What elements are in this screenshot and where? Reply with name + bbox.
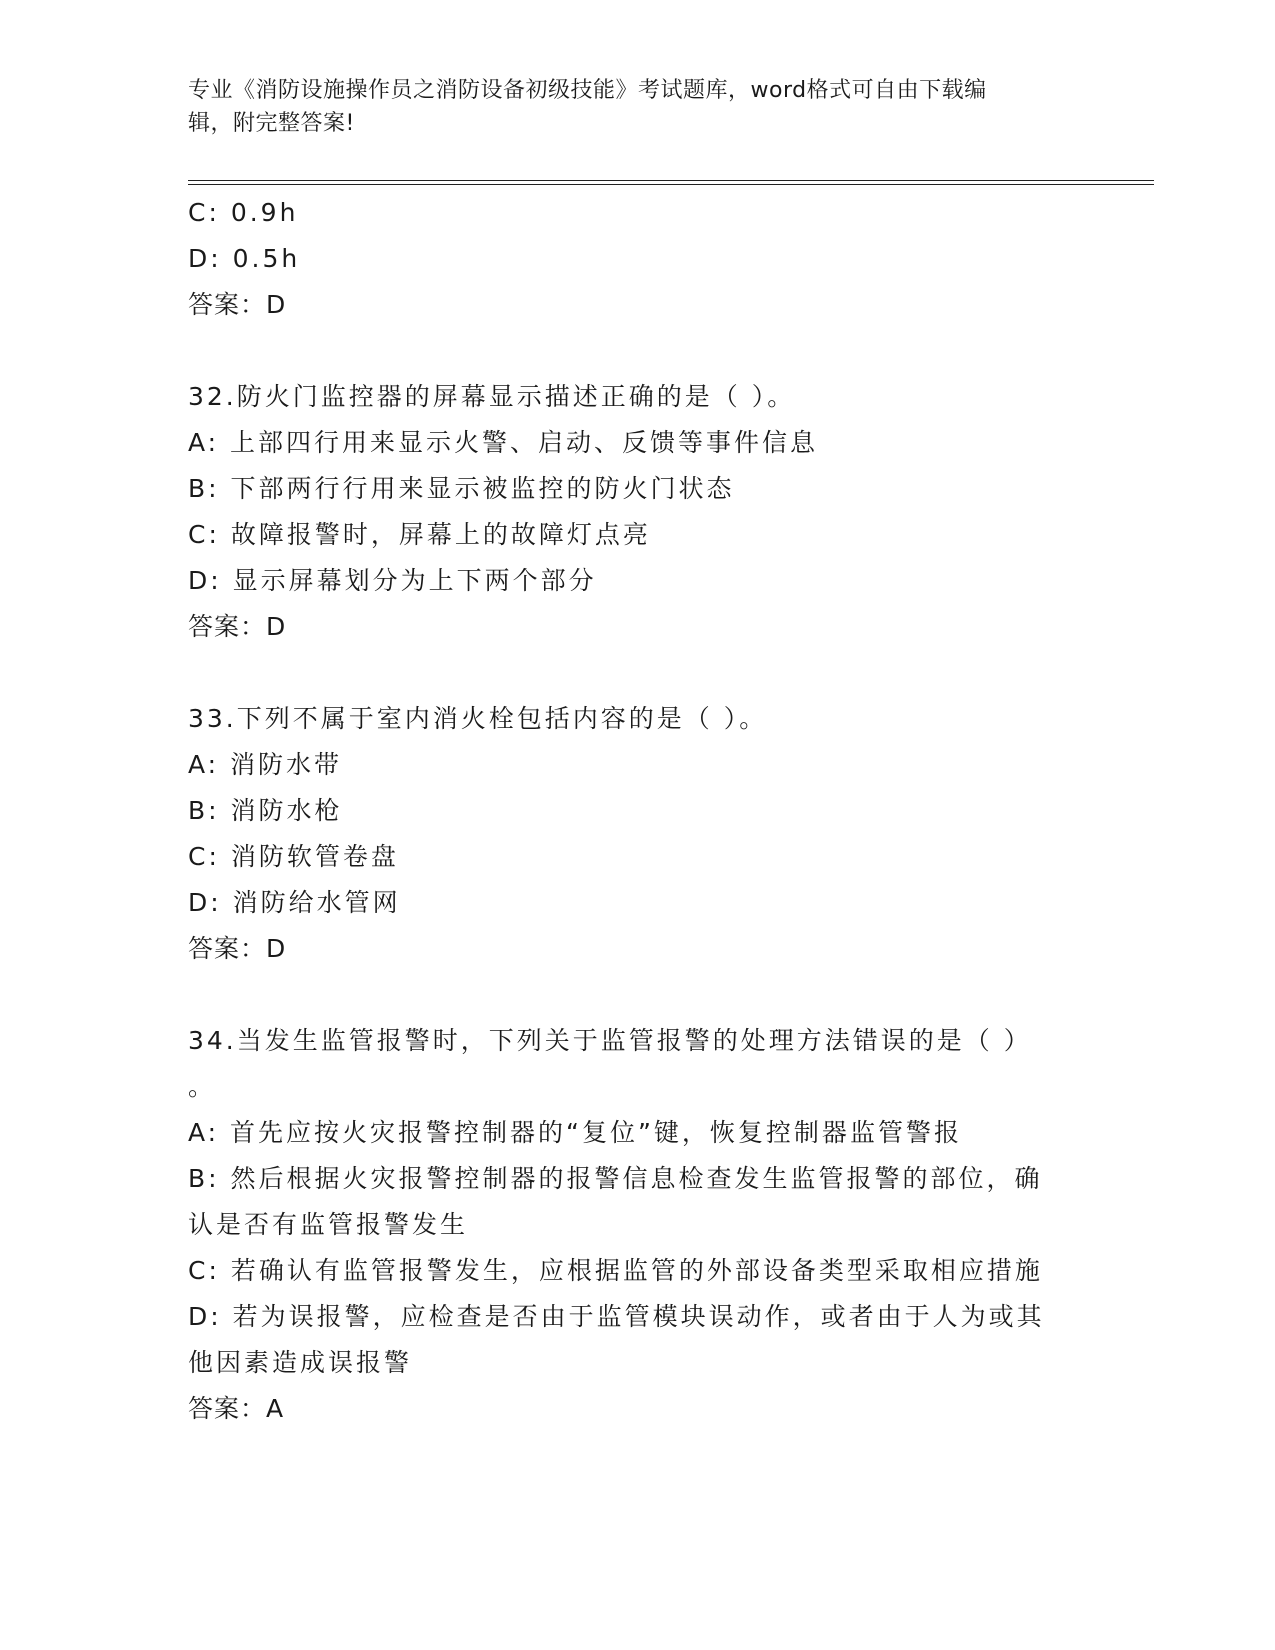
question-34 bbox=[188, 1018, 1088, 1432]
answer: 答案：D bbox=[188, 290, 287, 319]
option-c: C: 故障报警时，屏幕上的故障灯点亮 bbox=[188, 520, 651, 549]
option-b-line-1: B: 然后根据火灾报警控制器的报警信息检查发生监管报警的部位，确 bbox=[188, 1164, 1043, 1193]
header-divider-bottom bbox=[188, 184, 1154, 185]
option-d: D: 0.5h bbox=[188, 244, 301, 273]
answer: 答案：D bbox=[188, 612, 287, 641]
question-stem-line-2: 。 bbox=[188, 1072, 217, 1101]
question-32 bbox=[188, 374, 1088, 650]
option-d: D: 消防给水管网 bbox=[188, 888, 401, 917]
option-c: C: 若确认有监管报警发生，应根据监管的外部设备类型采取相应措施 bbox=[188, 1256, 1043, 1285]
option-b: B: 消防水枪 bbox=[188, 796, 343, 825]
option-a: A: 首先应按火灾报警控制器的“复位”键，恢复控制器监管警报 bbox=[188, 1118, 962, 1147]
question-content bbox=[188, 190, 1088, 1478]
answer: 答案：D bbox=[188, 934, 287, 963]
option-a: A: 上部四行用来显示火警、启动、反馈等事件信息 bbox=[188, 428, 819, 457]
option-b: B: 下部两行行用来显示被监控的防火门状态 bbox=[188, 474, 735, 503]
document-header bbox=[188, 74, 1068, 140]
header-divider-top bbox=[188, 180, 1154, 181]
option-c: C: 0.9h bbox=[188, 198, 299, 227]
option-d: D: 显示屏幕划分为上下两个部分 bbox=[188, 566, 597, 595]
question-stem-line-1: 34.当发生监管报警时，下列关于监管报警的处理方法错误的是（ ） bbox=[188, 1026, 1032, 1055]
header-line-1: 专业《消防设施操作员之消防设备初级技能》考试题库，word格式可自由下载编 bbox=[188, 78, 987, 103]
question-stem: 32.防火门监控器的屏幕显示描述正确的是（ ）。 bbox=[188, 382, 796, 411]
option-d-line-1: D: 若为误报警，应检查是否由于监管模块误动作，或者由于人为或其 bbox=[188, 1302, 1045, 1331]
question-33 bbox=[188, 696, 1088, 972]
option-d-line-2: 他因素造成误报警 bbox=[188, 1348, 413, 1377]
question-stem: 33.下列不属于室内消火栓包括内容的是（ ）。 bbox=[188, 704, 768, 733]
header-line-2: 辑，附完整答案! bbox=[188, 111, 355, 136]
option-c: C: 消防软管卷盘 bbox=[188, 842, 399, 871]
option-b-line-2: 认是否有监管报警发生 bbox=[188, 1210, 469, 1239]
question-31-tail bbox=[188, 190, 1088, 328]
option-a: A: 消防水带 bbox=[188, 750, 343, 779]
answer: 答案：A bbox=[188, 1394, 285, 1423]
